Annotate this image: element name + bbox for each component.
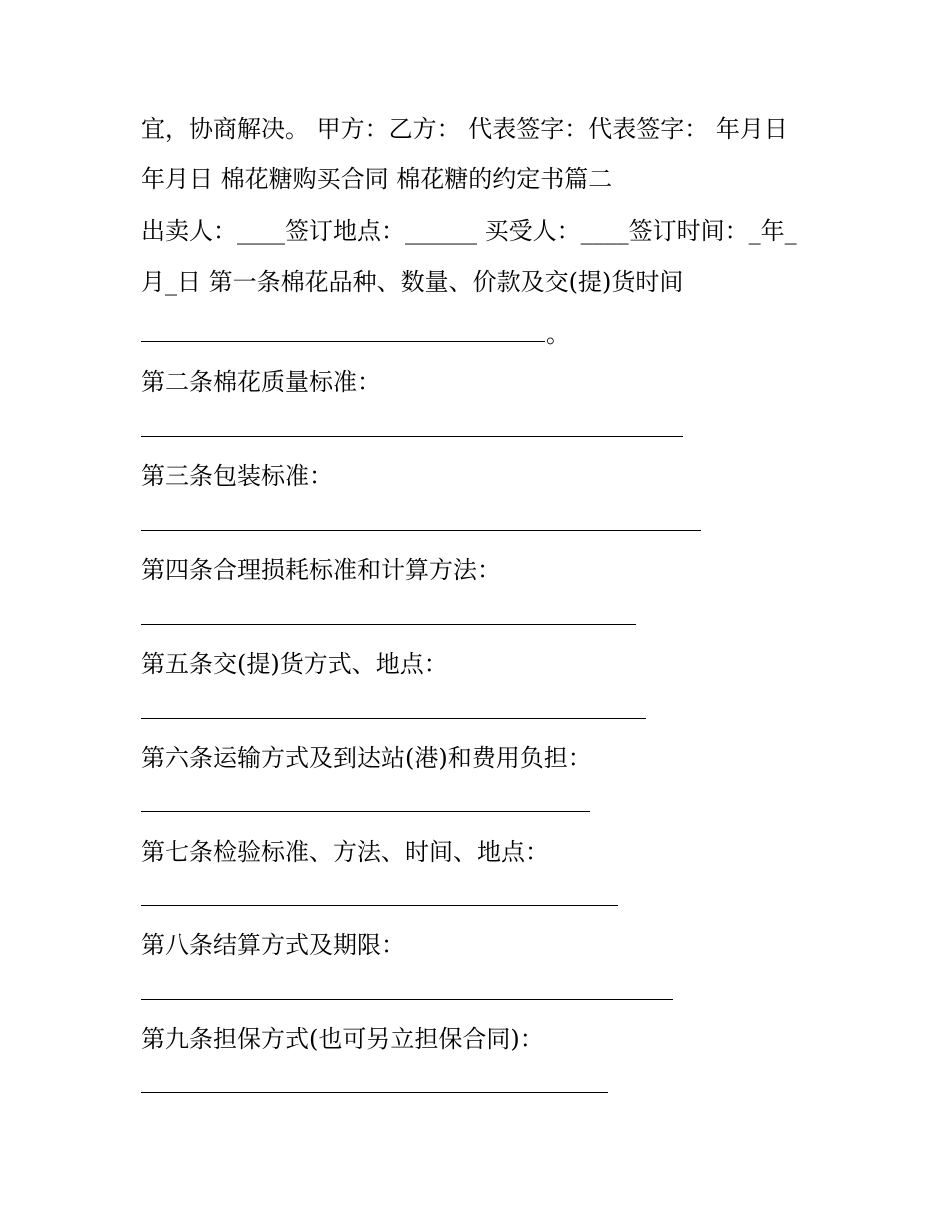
article-9-blank-line [141, 1092, 608, 1093]
article-4-blank-line [141, 624, 636, 625]
text-line-4: 月_日 第一条棉花品种、数量、价款及交(提)货时间 [141, 268, 684, 296]
article-5-blank-line [141, 718, 646, 719]
fill-in-blank-line-1 [141, 341, 545, 342]
article-2-blank-line [141, 436, 683, 437]
text-line-2: 年月日 棉花糖购买合同 棉花糖的约定书篇二 [141, 165, 613, 193]
article-2-heading: 第二条棉花质量标准： [141, 368, 381, 396]
text-line-1: 宜，协商解决。 甲方：乙方： 代表签字：代表签字： 年月日 [141, 115, 788, 143]
article-5-heading: 第五条交(提)货方式、地点： [141, 650, 448, 678]
article-8-heading: 第八条结算方式及期限： [141, 931, 405, 959]
article-3-heading: 第三条包装标准： [141, 462, 333, 490]
article-6-blank-line [141, 811, 590, 812]
text-line-3: 出卖人：____签订地点：______ 买受人：____签订时间：_年_ [141, 217, 797, 245]
article-7-blank-line [141, 905, 618, 906]
blank-end-period: 。 [546, 320, 570, 348]
article-8-blank-line [141, 999, 673, 1000]
article-4-heading: 第四条合理损耗标准和计算方法： [141, 556, 501, 584]
article-9-heading: 第九条担保方式(也可另立担保合同)： [141, 1025, 544, 1053]
article-3-blank-line [141, 530, 701, 531]
article-6-heading: 第六条运输方式及到达站(港)和费用负担： [141, 744, 592, 772]
article-7-heading: 第七条检验标准、方法、时间、地点： [141, 838, 549, 866]
